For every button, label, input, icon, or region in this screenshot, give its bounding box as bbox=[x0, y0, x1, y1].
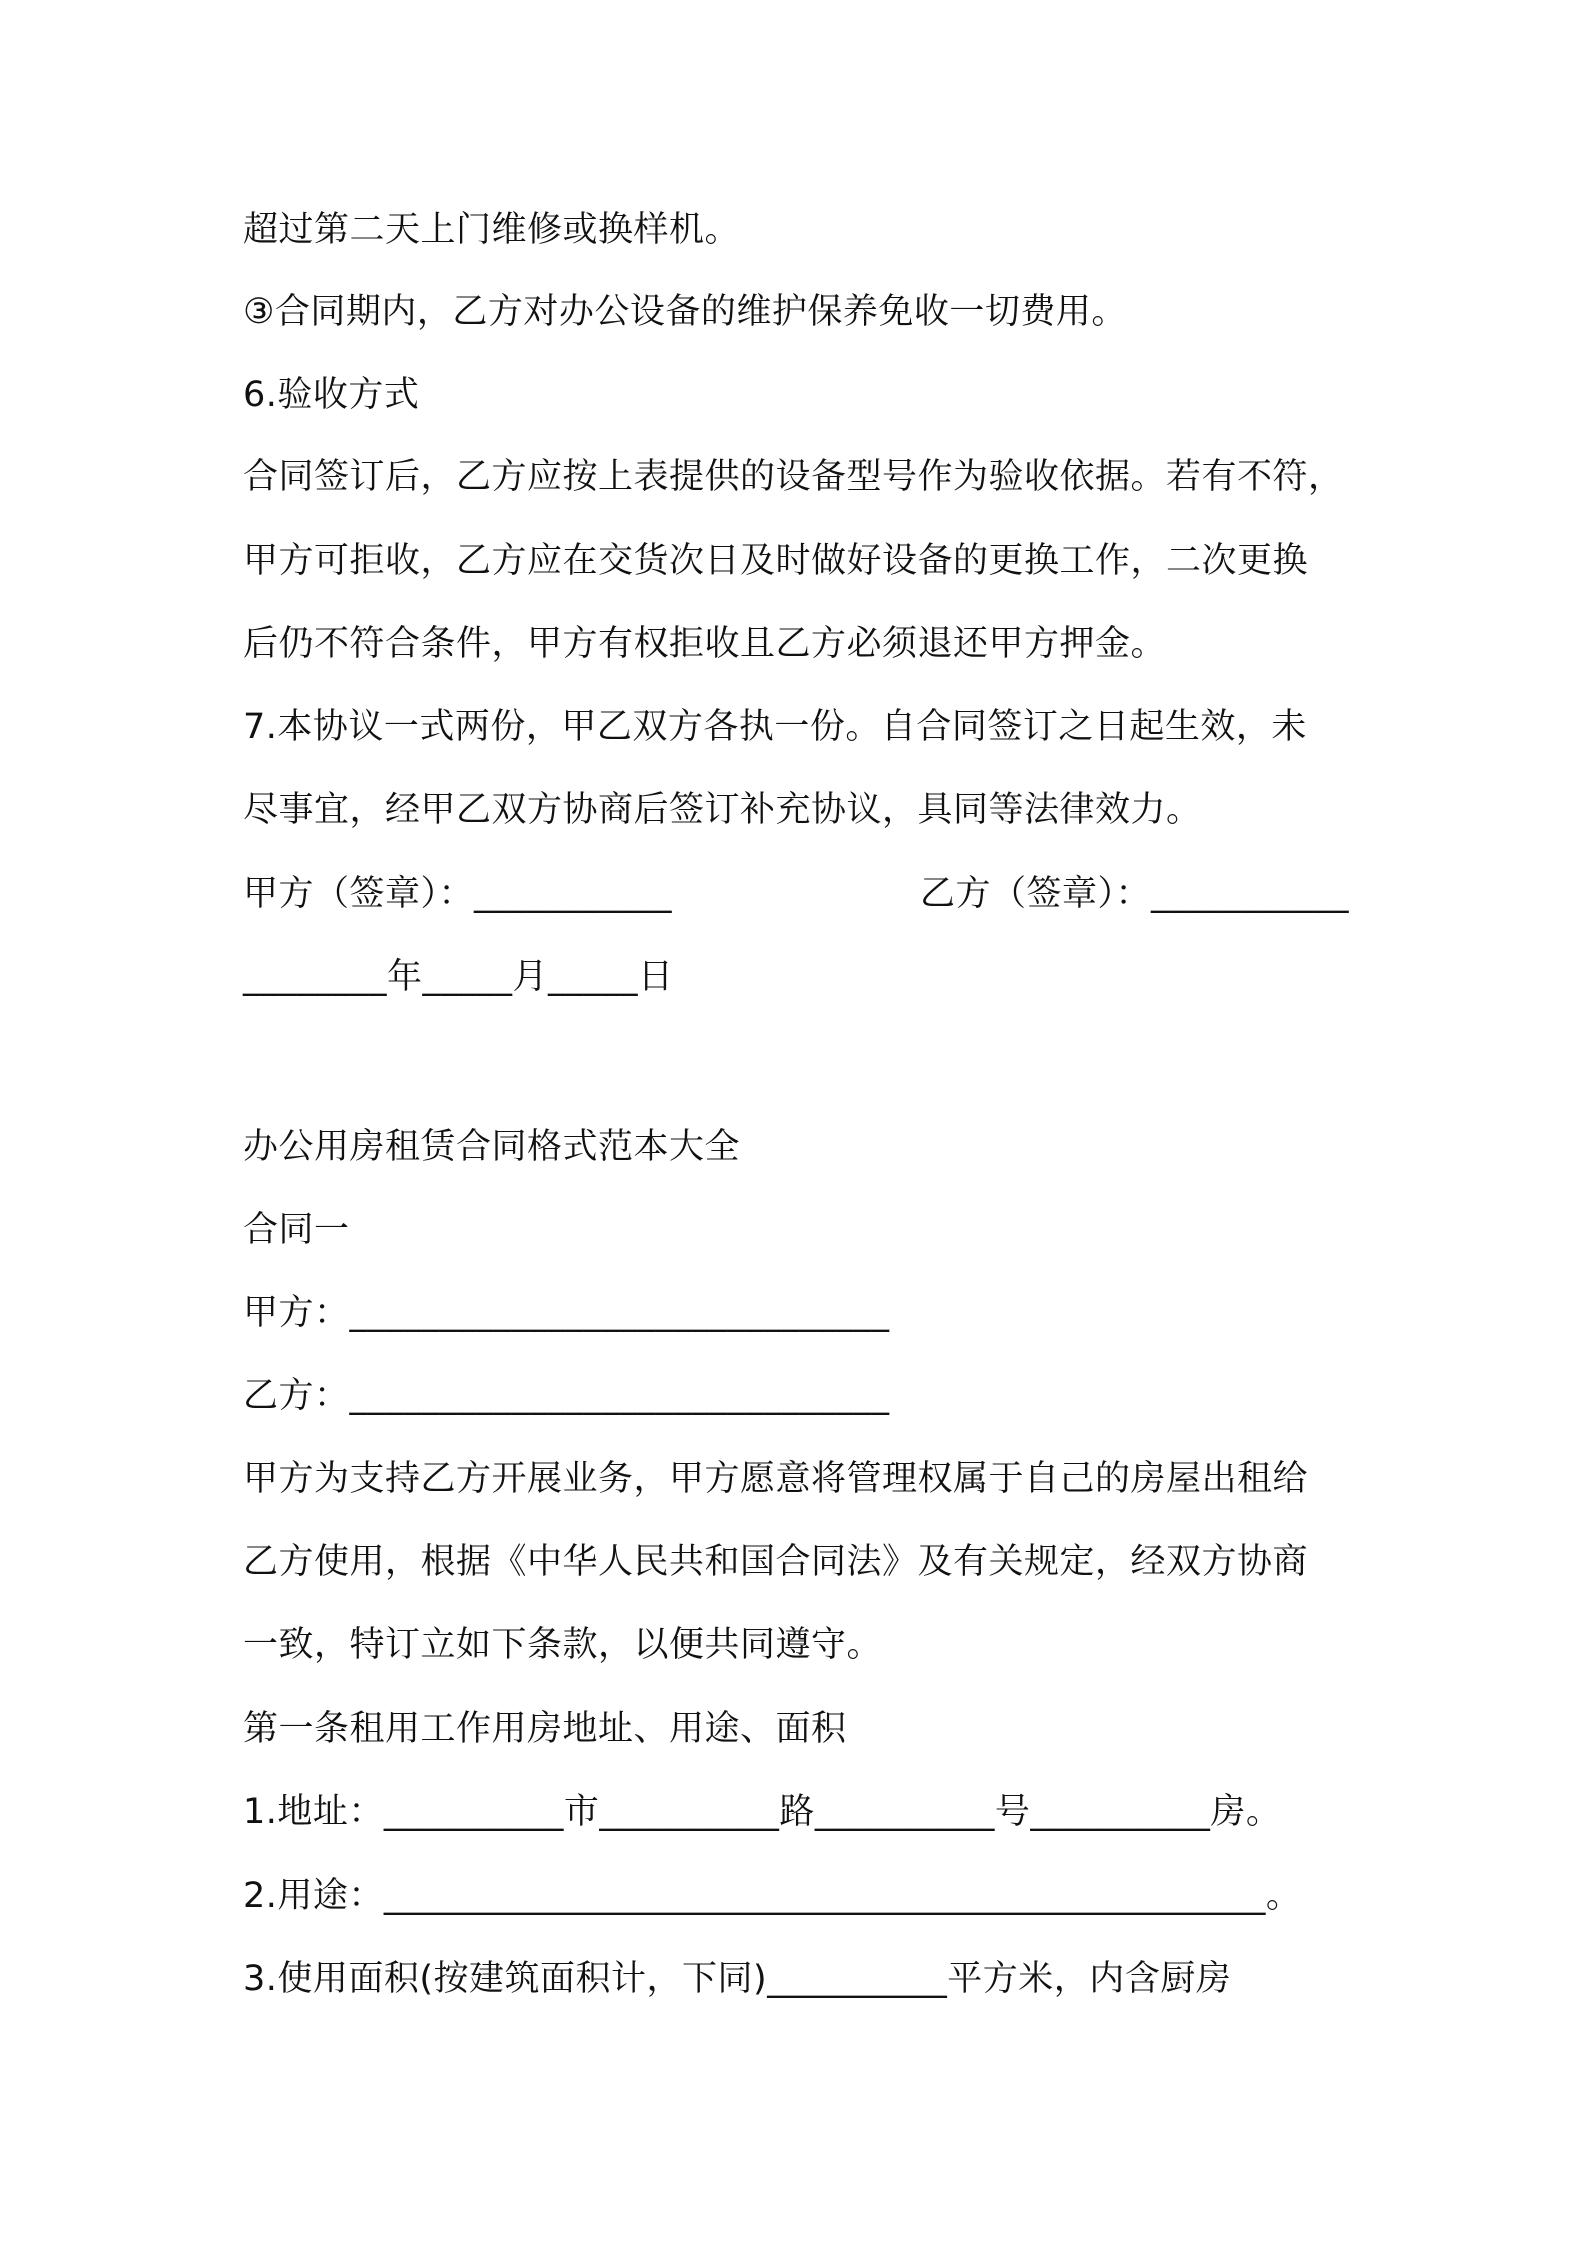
area-field: 3.使用面积(按建筑面积计，下同)__________平方米，内含厨房 bbox=[243, 1959, 1232, 1999]
address-field: 1.地址：__________市__________路__________号__________房。 bbox=[243, 1792, 1282, 1832]
text-line: 超过第二天上门维修或换样机。 bbox=[243, 210, 741, 250]
text-line: ③合同期内，乙方对办公设备的维护保养免收一切费用。 bbox=[243, 292, 1127, 332]
text-line: 7.本协议一式两份，甲乙双方各执一份。自合同签订之日起生效，未 bbox=[243, 707, 1307, 747]
party-a-field: 甲方：______________________________ bbox=[243, 1293, 890, 1333]
purpose-field: 2.用途：_________________________________________________。 bbox=[243, 1876, 1302, 1916]
text-line: 乙方使用，根据《中华人民共和国合同法》及有关规定，经双方协商 bbox=[243, 1542, 1309, 1582]
text-line: 一致，特订立如下条款，以便共同遵守。 bbox=[243, 1625, 883, 1665]
text-line: 甲方为支持乙方开展业务，甲方愿意将管理权属于自己的房屋出租给 bbox=[243, 1459, 1309, 1499]
text-line: 后仍不符合条件，甲方有权拒收且乙方必须退还甲方押金。 bbox=[243, 624, 1167, 664]
text-line: 尽事宜，经甲乙双方协商后签订补充协议，具同等法律效力。 bbox=[243, 790, 1202, 830]
date-line: ________年_____月_____日 bbox=[243, 957, 674, 997]
section-heading: 6.验收方式 bbox=[243, 375, 420, 415]
contract-heading: 合同一 bbox=[243, 1210, 350, 1250]
party-a-signature: 甲方（签章）：___________ bbox=[243, 874, 673, 914]
document-title: 办公用房租赁合同格式范本大全 bbox=[243, 1127, 741, 1167]
text-line: 合同签订后，乙方应按上表提供的设备型号作为验收依据。若有不符， bbox=[243, 457, 1344, 497]
party-b-field: 乙方：______________________________ bbox=[243, 1376, 890, 1416]
text-line: 甲方可拒收，乙方应在交货次日及时做好设备的更换工作，二次更换 bbox=[243, 541, 1309, 581]
party-b-signature: 乙方（签章）：___________ bbox=[920, 874, 1350, 914]
article-heading: 第一条租用工作用房地址、用途、面积 bbox=[243, 1709, 847, 1749]
